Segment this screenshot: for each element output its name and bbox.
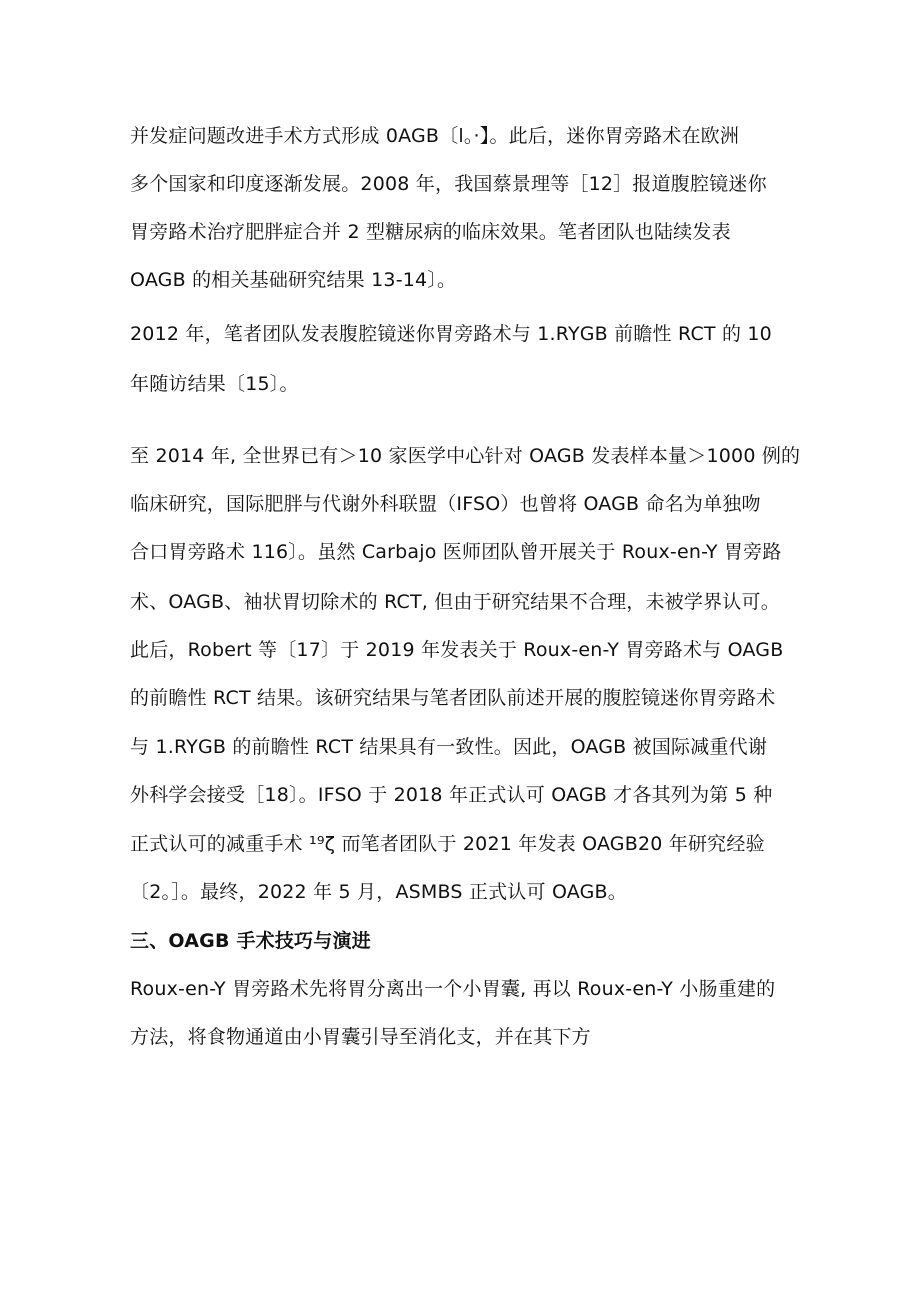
text-line: 的前瞻性 RCT 结果。该研究结果与笔者团队前述开展的腹腔镜迷你胃旁路术 xyxy=(130,687,776,709)
text-line: Roux-en-Y 胃旁路术先将胃分离出一个小胃囊, 再以 Roux-en-Y 小肠重建的 xyxy=(130,978,776,1000)
text-line: 术、OAGB、袖状胃切除术的 RCT, 但由于研究结果不合理，未被学界认可。 xyxy=(130,591,780,613)
text-line: 多个国家和印度逐渐发展。2008 年，我国蔡景理等［12］报道腹腔镜迷你 xyxy=(130,173,767,195)
text-line: OAGB 的相关基础研究结果 13-14〕。 xyxy=(130,269,457,291)
text-line: 并发症问题改进手术方式形成 0AGB〔l。·】。此后，迷你胃旁路术在欧洲 xyxy=(130,125,740,147)
text-line: 胃旁路术治疗肥胖症合并 2 型糖尿病的临床效果。笔者团队也陆续发表 xyxy=(130,221,731,243)
text-line: 年随访结果〔15〕。 xyxy=(130,373,299,395)
text-line: 〔2。］。最终，2022 年 5 月，ASMBS 正式认可 OAGB。 xyxy=(130,881,627,903)
text-line: 方法，将食物通道由小胃囊引导至消化支，并在其下方 xyxy=(130,1026,591,1048)
text-line: 此后，Robert 等〔17〕于 2019 年发表关于 Roux-en-Y 胃旁路术与 OAGB xyxy=(130,639,784,661)
text-line: 至 2014 年, 全世界已有＞10 家医学中心针对 OAGB 发表样本量＞1000 例的 xyxy=(130,445,801,467)
section-heading: 三、OAGB 手术技巧与演进 xyxy=(130,930,371,952)
text-line: 合口胃旁路术 116〕。虽然 Carbajo 医师团队曾开展关于 Roux-en-Y 胃旁路 xyxy=(130,541,782,563)
text-line: 正式认可的减重手术 ¹⁹ζ 而笔者团队于 2021 年发表 OAGB20 年研究经验 xyxy=(130,833,765,855)
text-line: 外科学会接受［18〕。IFSO 于 2018 年正式认可 OAGB 才各其列为第 5 种 xyxy=(130,784,773,806)
text-line: 临床研究，国际肥胖与代谢外科联盟（IFSO）也曾将 OAGB 命名为单独吻 xyxy=(130,493,761,515)
text-line: 2012 年，笔者团队发表腹腔镜迷你胃旁路术与 1.RYGB 前瞻性 RCT 的 10 xyxy=(130,323,772,345)
text-line: 与 1.RYGB 的前瞻性 RCT 结果具有一致性。因此，OAGB 被国际减重代谢 xyxy=(130,736,768,758)
